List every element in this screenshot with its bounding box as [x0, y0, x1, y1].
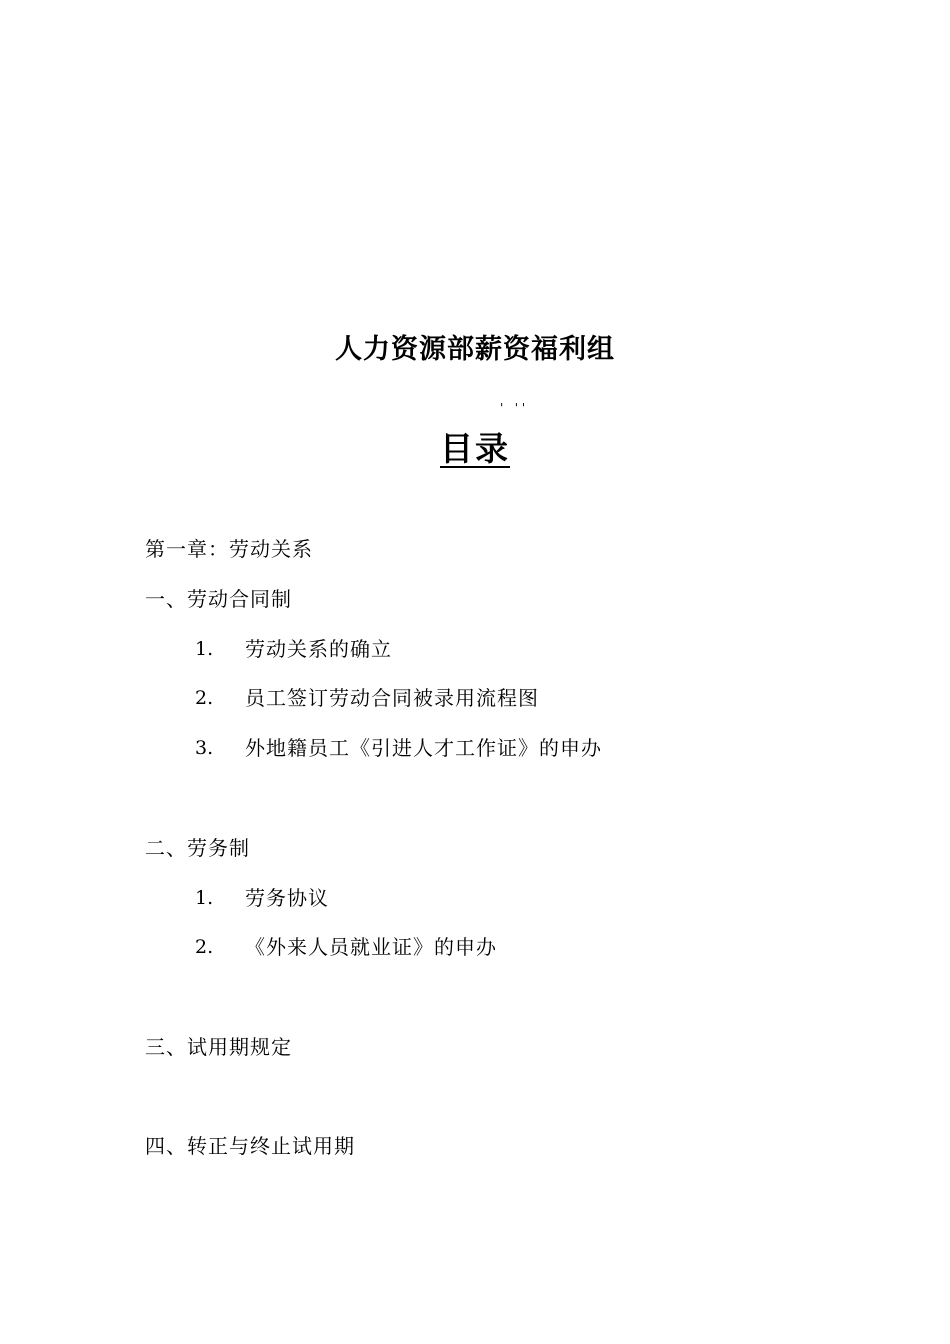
toc-section-2: 二、劳务制 [145, 836, 250, 860]
department-title: 人力资源部薪资福利组 [335, 334, 615, 365]
toc-item-number: 3. [195, 737, 214, 759]
toc-item: 外地籍员工《引进人才工作证》的申办 [245, 736, 602, 760]
toc-section-3: 三、试用期规定 [145, 1035, 292, 1059]
toc-section-1: 一、劳动合同制 [145, 587, 292, 611]
toc-section-4: 四、转正与终止试用期 [145, 1134, 355, 1158]
toc-item: 员工签订劳动合同被录用流程图 [245, 686, 539, 710]
toc-item: 劳动关系的确立 [245, 637, 392, 661]
toc-item-number: 1. [195, 638, 214, 660]
toc-chapter: 第一章：劳动关系 [145, 537, 313, 561]
toc-item-number: 1. [195, 887, 214, 909]
toc-item: 劳务协议 [245, 886, 329, 910]
toc-item: 《外来人员就业证》的申办 [245, 935, 497, 959]
toc-item-number: 2. [195, 936, 214, 958]
toc-item-number: 2. [195, 687, 214, 709]
toc-heading [0, 424, 950, 480]
toc-heading-text: 目录 [440, 429, 510, 468]
stray-marks: ' ' ' [500, 401, 526, 415]
